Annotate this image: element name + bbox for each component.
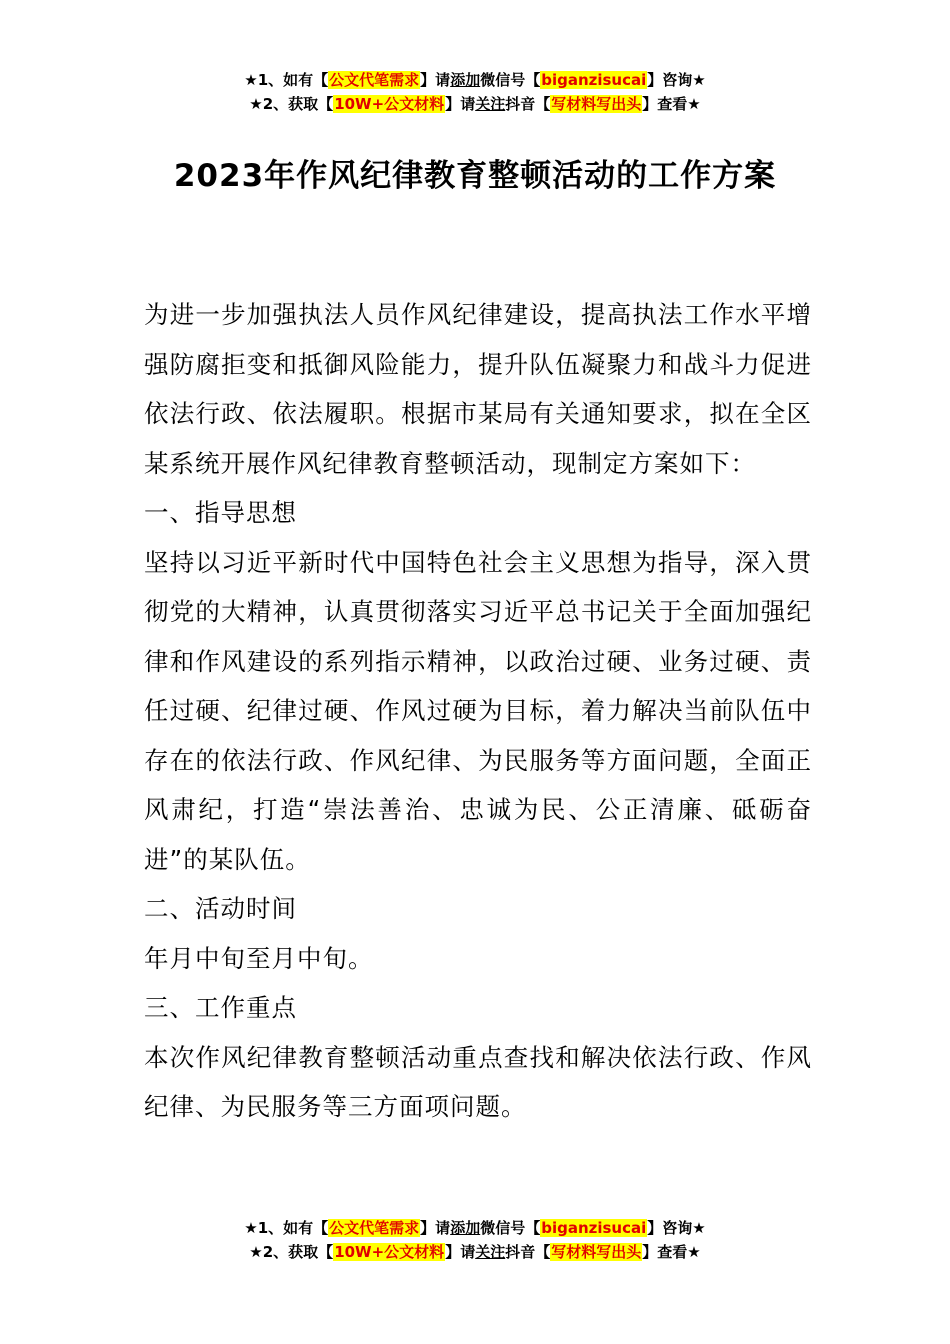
banner-text: 】请: [445, 95, 476, 113]
banner-text: 】请: [420, 1219, 451, 1237]
banner-text: ★1、如有【: [244, 1219, 329, 1237]
banner-text: 】请: [420, 71, 451, 89]
paragraph-intro: 为进一步加强执法人员作风纪律建设，提高执法工作水平增强防腐拒变和抵御风险能力，提升队伍凝聚力和战斗力促进依法行政、依法履职。根据市某局有关通知要求，拟在全区某系统开展作风纪律教育整顿活动，现制定方案如下：: [144, 300, 812, 478]
banner-line-1: [0, 1216, 950, 1240]
header-banner: [0, 68, 950, 116]
banner-underlined: 关注: [475, 1243, 506, 1261]
document-title: 2023年作风纪律教育整顿活动的工作方案: [173, 158, 777, 194]
banner-highlight: biganzisucai: [541, 71, 647, 89]
banner-text: ★1、如有【: [244, 71, 329, 89]
banner-highlight: 写材料写出头: [551, 1243, 642, 1261]
banner-text: ★2、获取【: [249, 1243, 334, 1261]
banner-text: 抖音【: [505, 1243, 551, 1261]
banner-text: 】查看★: [642, 1243, 701, 1261]
banner-line-1: [0, 68, 950, 92]
banner-underlined: 添加: [450, 71, 481, 89]
paragraph: 本次作风纪律教育整顿活动重点查找和解决依法行政、作风纪律、为民服务等三方面项问题。: [144, 1042, 812, 1121]
banner-underlined: 添加: [450, 1219, 481, 1237]
banner-line-2: [0, 1240, 950, 1264]
banner-text: 微信号【: [480, 71, 541, 89]
section-heading: 三、工作重点: [144, 993, 297, 1022]
banner-text: 微信号【: [480, 1219, 541, 1237]
banner-underlined: 关注: [475, 95, 506, 113]
footer-banner: [0, 1216, 950, 1264]
section-heading: 二、活动时间: [144, 894, 297, 923]
banner-text: 抖音【: [505, 95, 551, 113]
banner-highlight: 公文代笔需求: [329, 1219, 420, 1237]
section-heading: 一、指导思想: [144, 498, 297, 527]
banner-text: 】请: [445, 1243, 476, 1261]
paragraph: 坚持以习近平新时代中国特色社会主义思想为指导，深入贯彻党的大精神，认真贯彻落实习近平总书记关于全面加强纪律和作风建设的系列指示精神，以政治过硬、业务过硬、责任过硬、纪律过硬、作风过硬为目标，着力解决当前队伍中存在的依法行政、作风纪律、为民服务等方面问题，全面正风肃纪，打造“崇法善治、忠诚为民、公正清廉、砥砺奋进”的某队伍。: [144, 547, 812, 874]
document-body: [144, 290, 812, 1132]
banner-highlight: biganzisucai: [541, 1219, 647, 1237]
banner-text: 】查看★: [642, 95, 701, 113]
banner-highlight: 写材料写出头: [551, 95, 642, 113]
paragraph: 年月中旬至月中旬。: [144, 943, 374, 973]
banner-highlight: 10W+公文材料: [334, 1243, 445, 1261]
banner-text: 】咨询★: [647, 1219, 706, 1237]
banner-line-2: [0, 92, 950, 116]
banner-text: ★2、获取【: [249, 95, 334, 113]
banner-highlight: 公文代笔需求: [329, 71, 420, 89]
banner-highlight: 10W+公文材料: [334, 95, 445, 113]
banner-text: 】咨询★: [647, 71, 706, 89]
